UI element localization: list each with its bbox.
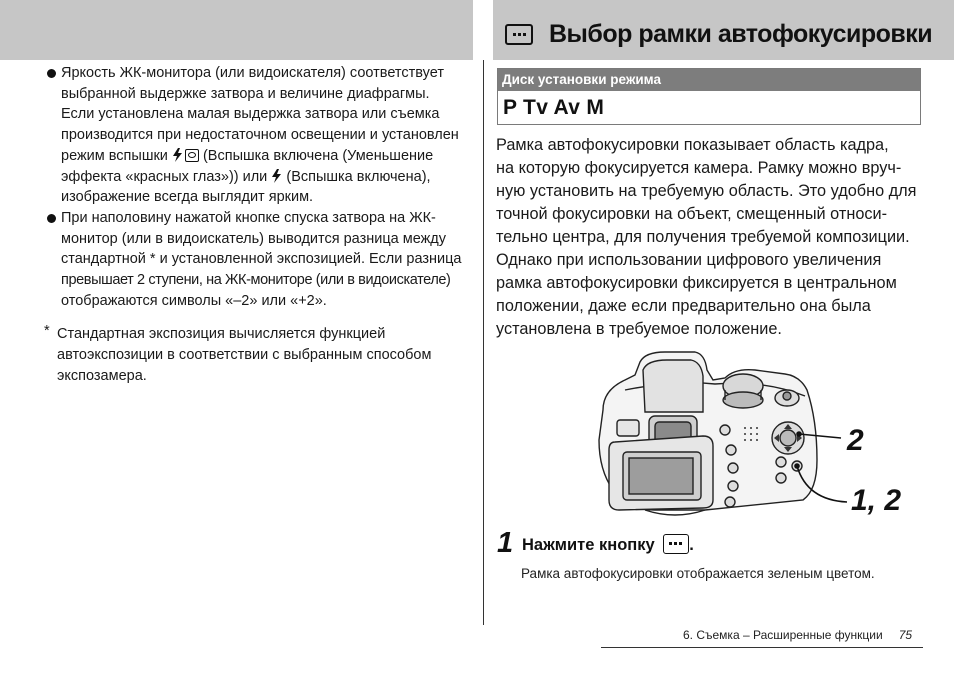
bullet-exposure-difference [44,208,472,312]
bullet-dot [47,214,56,223]
page-title: Выбор рамки автофокусировки [549,20,933,48]
af-frame-icon [663,534,689,554]
text-line: выбранной выдержке затвора и величине диафрагмы. [61,85,430,102]
body-paragraph [496,134,921,341]
text-line: Рамка автофокусировки показывает область кадра, [496,136,889,154]
text-line: монитор (или в видоискатель) выводится разница между [61,230,447,247]
step-number: 1 [497,527,514,559]
text-line: установлена в требуемое положение. [496,320,782,338]
page-header [493,0,954,60]
footnote-mark: * [44,323,50,340]
text-line: Стандартная экспозиция вычисляется функцией [57,326,386,343]
camera-illustration [585,350,915,525]
text-line: Если установлена малая выдержка затвора или съемка [61,106,440,123]
flash-icon [271,169,282,183]
text-line: изображение всегда выглядит ярким. [61,189,314,206]
text-line: производится при недостаточном освещении и установлен [61,127,459,144]
text-line: на которую фокусируется камера. Рамку можно вруч- [496,159,902,177]
text-line: рамка автофокусировки фиксируется в центральном [496,274,897,292]
page-number: 75 [898,628,913,642]
af-frame-icon [505,24,533,45]
text-line: Однако при использовании цифрового увеличения [496,251,882,269]
text-line: экспозамера. [57,367,147,384]
red-eye-icon [185,149,199,162]
page-footer [683,628,912,642]
text-line: Яркость ЖК-монитора (или видоискателя) соответствует [61,65,444,81]
mode-dial-box [497,68,921,125]
text-line: точной фокусировки на объект, смещенный относи- [496,205,888,223]
text-line: эффекта «красных глаз»)) или (Вспышка включена), [61,168,431,185]
step-description: Рамка автофокусировки отображается зеленым цветом. [521,566,875,581]
footer-section: 6. Съемка – Расширенные функции [683,628,883,642]
text-line: автоэкспозиции в соответствии с выбранным способом [57,347,432,364]
flash-icon [172,148,183,162]
text-line: режим вспышки (Вспышка включена (Уменьшение [61,147,434,164]
footer-rule [601,647,923,648]
footnote [44,324,472,386]
step-title: Нажмите кнопку . [522,536,694,554]
column-divider [483,60,484,625]
left-column [44,63,472,387]
callout-label-2: 2 [847,424,864,457]
bullet-brightness [44,63,472,208]
text-line: стандартной * и установленной экспозицией. Если разница [61,251,462,268]
text-line: тельно центра, для получения требуемой композиции. [496,228,910,246]
text-line: При наполовину нажатой кнопке спуска затвора на ЖК- [61,209,436,226]
callout-label-1-2: 1, 2 [851,484,902,517]
text-line: превышает 2 ступени, на ЖК-мониторе (или в видоискателе) [61,272,451,289]
text-line: положении, даже если предварительно она была [496,297,871,315]
mode-dial-values: P Tv Av M [503,96,605,119]
bullet-dot [47,69,56,78]
text-line: ную установить на требуемую область. Это удобно для [496,182,917,200]
left-header-bar [0,0,473,60]
text-line: отображаются символы «–2» или «+2». [61,292,327,309]
mode-dial-label: Диск установки режима [498,69,920,91]
